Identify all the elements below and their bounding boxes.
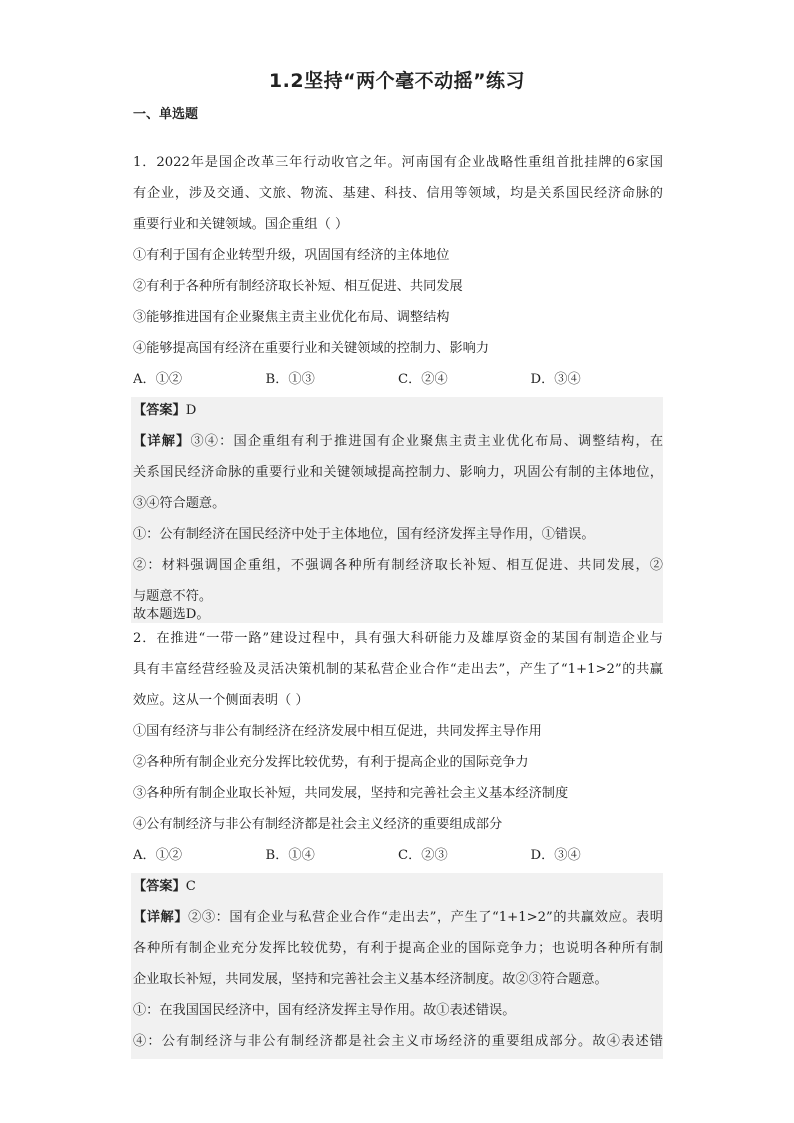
q2-detail-line-2: 各种所有制企业充分发挥比较优势，有利于提高企业的国际竞争力；也说明各种所有制 — [133, 941, 663, 956]
q1-statement-2: ②有利于各种所有制经济取长补短、相互促进、共同发展 — [133, 279, 463, 294]
q1-stem-line-1: 1．2022年是国企改革三年行动收官之年。河南国有企业战略性重组首批挂牌的6家国 — [133, 155, 663, 170]
q1-option-b: B．①③ — [265, 372, 315, 387]
q1-answer-label: 【答案】 — [133, 403, 186, 418]
q1-statement-3: ③能够推进国有企业聚焦主责主业优化布局、调整结构 — [133, 310, 450, 325]
q1-answer-line — [133, 401, 663, 421]
q2-option-b: B．①④ — [265, 848, 315, 863]
q2-detail-line-5: ④：公有制经济与非公有制经济都是社会主义市场经济的重要组成部分。故④表述错 — [133, 1034, 663, 1049]
q2-statement-1: ①国有经济与非公有制经济在经济发展中相互促进，共同发挥主导作用 — [133, 724, 542, 739]
q2-detail-text-1: ②③：国有企业与私营企业合作“走出去”，产生了“1+1>2”的共赢效应。表明 — [188, 910, 663, 925]
page-title: 1.2坚持“两个毫不动摇”练习 — [268, 70, 526, 92]
q1-option-c: C．②④ — [398, 372, 448, 387]
q1-detail-line-2: 关系国民经济命脉的重要行业和关键领域提高控制力、影响力，巩固公有制的主体地位， — [133, 465, 663, 480]
q2-detail-label: 【详解】 — [133, 910, 189, 925]
q2-statement-3: ③各种所有制企业取长补短，共同发展，坚持和完善社会主义基本经济制度 — [133, 786, 569, 801]
q1-answer: D — [185, 403, 197, 418]
q2-answer: C — [185, 879, 196, 894]
q2-option-a: A．①② — [133, 848, 183, 863]
q1-detail-text-1: ③④：国企重组有利于推进国有企业聚焦主责主业优化布局、调整结构，在 — [190, 434, 663, 449]
q2-option-d: D．③④ — [530, 848, 581, 863]
q2-detail-line-1 — [133, 908, 663, 928]
q2-statement-4: ④公有制经济与非公有制经济都是社会主义经济的重要组成部分 — [133, 817, 503, 832]
q2-detail-line-4: ①：在我国国民经济中，国有经济发挥主导作用。故①表述错误。 — [133, 1003, 516, 1018]
q1-detail-line-3: ③④符合题意。 — [133, 496, 226, 511]
q1-option-a: A．①② — [133, 372, 183, 387]
q2-stem-line-3: 效应。这从一个侧面表明（ ） — [133, 693, 309, 708]
q2-statement-2: ②各种所有制企业充分发挥比较优势，有利于提高企业的国际竞争力 — [133, 755, 529, 770]
q1-detail-line-4: ①：公有制经济在国民经济中处于主体地位，国有经济发挥主导作用，①错误。 — [133, 527, 595, 542]
q1-detail-line-1 — [133, 432, 663, 452]
q1-detail-line-7: 故本题选D。 — [133, 607, 210, 622]
q2-options — [133, 846, 663, 866]
q2-stem-line-1: 2．在推进“一带一路”建设过程中，具有强大科研能力及雄厚资金的某国有制造企业与 — [133, 631, 663, 646]
q2-detail-line-3: 企业取长补短，共同发展，坚持和完善社会主义基本经济制度。故②③符合题意。 — [133, 972, 608, 987]
q1-statement-4: ④能够提高国有经济在重要行业和关键领域的控制力、影响力 — [133, 341, 490, 356]
q2-answer-line — [133, 877, 663, 897]
section-heading: 一、单选题 — [133, 107, 199, 122]
q2-answer-label: 【答案】 — [133, 879, 186, 894]
q1-stem-line-2: 有企业，涉及交通、文旅、物流、基建、科技、信用等领域，均是关系国民经济命脉的 — [133, 186, 663, 201]
q1-detail-line-5: ②：材料强调国企重组，不强调各种所有制经济取长补短、相互促进、共同发展，② — [133, 558, 663, 573]
q1-detail-line-6: 与题意不符。 — [133, 589, 213, 604]
q2-stem-line-2: 具有丰富经营经验及灵活决策机制的某私营企业合作“走出去”，产生了“1+1>2”的共赢 — [133, 662, 663, 677]
q1-detail-label: 【详解】 — [133, 434, 191, 449]
q1-option-d: D．③④ — [530, 372, 581, 387]
q1-statement-1: ①有利于国有企业转型升级，巩固国有经济的主体地位 — [133, 248, 450, 263]
q2-option-c: C．②③ — [398, 848, 448, 863]
q1-stem-line-3: 重要行业和关键领域。国企重组（ ） — [133, 217, 349, 232]
q1-options — [133, 370, 663, 390]
